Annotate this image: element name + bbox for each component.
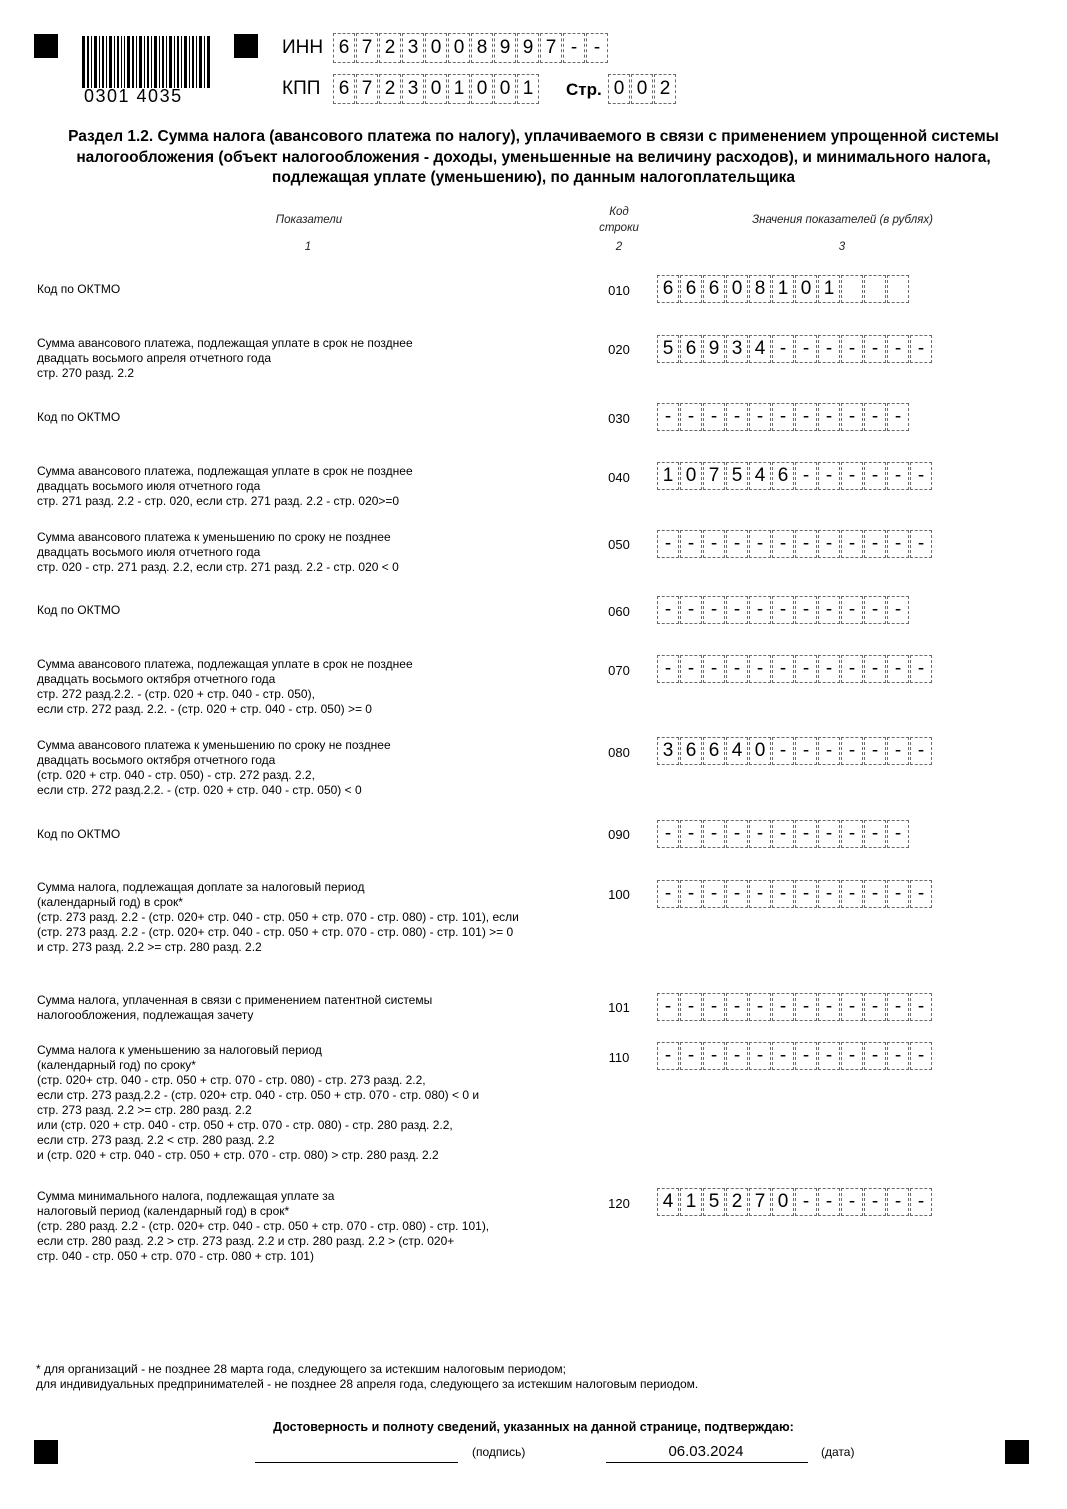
- value-digit-cell: -: [887, 880, 909, 908]
- value-digit-cell: -: [772, 820, 794, 848]
- corner-marker-top-left: [34, 34, 58, 58]
- row-040-value: [657, 462, 933, 490]
- date-caption: (дата): [821, 1445, 855, 1459]
- value-digit-cell: 0: [680, 462, 702, 490]
- value-digit-cell: -: [864, 1188, 886, 1216]
- row-050-code: 050: [608, 537, 630, 552]
- value-digit-cell: -: [749, 880, 771, 908]
- value-digit-cell: -: [772, 335, 794, 363]
- row-110-code: 110: [608, 1050, 630, 1065]
- inn-digit-cell: 0: [448, 33, 470, 63]
- kpp-digit-cell: 2: [379, 74, 401, 104]
- value-digit-cell: -: [680, 596, 702, 624]
- value-digit-cell: -: [657, 993, 679, 1021]
- barcode-number: 0301 4035: [84, 86, 183, 106]
- row-110-value: [657, 1042, 933, 1070]
- row-090-value: [657, 820, 910, 848]
- value-digit-cell: -: [726, 820, 748, 848]
- value-digit-cell: -: [726, 403, 748, 431]
- kpp-digit-cell: 0: [425, 74, 447, 104]
- inn-digit-cell: 0: [425, 33, 447, 63]
- value-digit-cell: 6: [680, 335, 702, 363]
- row-020-label: Сумма авансового платежа, подлежащая уплате в срок не позднее двадцать восьмого апреля отчетного года стр. 270 разд. 2.2: [37, 336, 413, 380]
- row-100-code: 100: [608, 887, 630, 902]
- value-digit-cell: -: [703, 1042, 725, 1070]
- value-digit-cell: -: [772, 530, 794, 558]
- row-070-code: 070: [608, 663, 630, 678]
- value-digit-cell: -: [841, 530, 863, 558]
- value-digit-cell: -: [703, 530, 725, 558]
- value-digit-cell: -: [864, 820, 886, 848]
- value-digit-cell: -: [726, 1042, 748, 1070]
- corner-marker-top-right: [234, 34, 258, 58]
- value-digit-cell: -: [657, 530, 679, 558]
- value-digit-cell: -: [772, 403, 794, 431]
- value-digit-cell: -: [841, 462, 863, 490]
- row-101-value: [657, 993, 933, 1021]
- value-digit-cell: -: [795, 403, 817, 431]
- row-040-code: 040: [608, 470, 630, 485]
- value-digit-cell: -: [680, 993, 702, 1021]
- value-digit-cell: -: [772, 1042, 794, 1070]
- value-digit-cell: -: [795, 462, 817, 490]
- value-digit-cell: -: [657, 820, 679, 848]
- value-digit-cell: -: [887, 737, 909, 765]
- value-digit-cell: -: [726, 655, 748, 683]
- value-digit-cell: 5: [726, 462, 748, 490]
- value-digit-cell: -: [864, 880, 886, 908]
- kpp-field: [333, 74, 540, 104]
- value-digit-cell: -: [680, 1042, 702, 1070]
- signature-line[interactable]: [255, 1462, 458, 1463]
- value-digit-cell: -: [749, 530, 771, 558]
- value-digit-cell: -: [841, 1042, 863, 1070]
- column-2-title-line2: строки: [599, 222, 639, 234]
- value-digit-cell: -: [841, 880, 863, 908]
- value-digit-cell: -: [749, 993, 771, 1021]
- value-digit-cell: -: [703, 596, 725, 624]
- row-120-code: 120: [608, 1196, 630, 1211]
- value-digit-cell: -: [680, 403, 702, 431]
- value-digit-cell: -: [657, 880, 679, 908]
- value-digit-cell: -: [657, 1042, 679, 1070]
- value-digit-cell: -: [887, 335, 909, 363]
- value-digit-cell: -: [726, 880, 748, 908]
- column-1-title: Показатели: [275, 214, 343, 226]
- value-digit-cell: -: [795, 737, 817, 765]
- value-digit-cell: -: [887, 530, 909, 558]
- inn-field: [333, 33, 609, 63]
- value-digit-cell: -: [772, 993, 794, 1021]
- value-digit-cell: -: [864, 530, 886, 558]
- value-digit-cell: -: [818, 462, 840, 490]
- value-digit-cell: 6: [703, 275, 725, 303]
- value-digit-cell: -: [795, 820, 817, 848]
- row-050-value: [657, 530, 933, 558]
- row-020-value: [657, 335, 933, 363]
- row-080-label: Сумма авансового платежа к уменьшению по сроку не позднее двадцать восьмого октября отчетного года (стр. 020 + стр. 040 - стр. 050) - стр. 272 разд. 2.2, если стр. 272 разд.2.2. - (стр. 020 + стр. 040 - стр. 050) < 0: [37, 738, 391, 797]
- value-digit-cell: -: [680, 880, 702, 908]
- page-label: Стр.: [566, 80, 602, 99]
- value-digit-cell: -: [841, 335, 863, 363]
- kpp-digit-cell: 7: [356, 74, 378, 104]
- row-110-label: Сумма налога к уменьшению за налоговый период (календарный год) по сроку* (стр. 020+ стр. 040 - стр. 050 + стр. 070 - стр. 080) - стр. 273 разд. 2.2, если стр. 273 разд.2.2 - (стр. 020+ стр. 040 - стр. 050 + стр. 070 - стр. 080) < 0 и стр. 273 разд. 2.2 >= стр. 280 разд. 2.2 или (стр. 020 + стр. 040 - стр. 050 + стр. 070 - стр. 080) - стр. 280 разд. 2.2, если стр. 273 разд. 2.2 < стр. 280 разд. 2.2 и (стр. 020 + стр. 040 - стр. 050 + стр. 070 - стр. 080) > стр. 280 разд. 2.2: [37, 1043, 480, 1162]
- column-1-number: 1: [304, 241, 312, 253]
- kpp-digit-cell: 1: [448, 74, 470, 104]
- value-digit-cell: -: [818, 820, 840, 848]
- row-070-value: [657, 655, 933, 683]
- kpp-digit-cell: 6: [333, 74, 355, 104]
- value-digit-cell: -: [749, 403, 771, 431]
- value-digit-cell: -: [887, 462, 909, 490]
- corner-marker-bottom-left: [34, 1440, 58, 1464]
- value-digit-cell: -: [795, 1188, 817, 1216]
- value-digit-cell: 4: [749, 335, 771, 363]
- value-digit-cell: 6: [657, 275, 679, 303]
- row-030-value: [657, 403, 910, 431]
- value-digit-cell: 6: [772, 462, 794, 490]
- value-digit-cell: 6: [703, 737, 725, 765]
- row-100-value: [657, 880, 933, 908]
- row-080-value: [657, 737, 933, 765]
- value-digit-cell: 0: [749, 737, 771, 765]
- row-030-code: 030: [608, 411, 630, 426]
- value-digit-cell: 5: [703, 1188, 725, 1216]
- value-digit-cell: -: [887, 1188, 909, 1216]
- signature-caption: (подпись): [472, 1445, 526, 1459]
- inn-digit-cell: 7: [540, 33, 562, 63]
- value-digit-cell: -: [887, 820, 909, 848]
- value-digit-cell: 9: [703, 335, 725, 363]
- value-digit-cell: -: [657, 596, 679, 624]
- value-digit-cell: 1: [818, 275, 840, 303]
- page-digit-cell: 0: [608, 74, 630, 104]
- value-digit-cell: 1: [657, 462, 679, 490]
- value-digit-cell: -: [726, 530, 748, 558]
- footnote: * для организаций - не позднее 28 марта года, следующего за истекшим налоговым периодом; для индивидуальных предпринимателей - не позднее 28 апреля года, следующего за истекшим налоговым периодом.: [36, 1362, 699, 1391]
- value-digit-cell: -: [910, 530, 932, 558]
- value-digit-cell: -: [887, 403, 909, 431]
- value-digit-cell: -: [818, 403, 840, 431]
- confirmation-text: Достоверность и полноту сведений, указанных на данной странице, подтверждаю:: [273, 1420, 794, 1434]
- page-number-field: [608, 74, 677, 104]
- value-digit-cell: -: [818, 1042, 840, 1070]
- row-070-label: Сумма авансового платежа, подлежащая уплате в срок не позднее двадцать восьмого октября отчетного года стр. 272 разд.2.2. - (стр. 020 + стр. 040 - стр. 050), если стр. 272 разд. 2.2. - (стр. 020 + стр. 040 - стр. 050) >= 0: [37, 657, 413, 716]
- row-030-label: Код по ОКТМО: [37, 410, 121, 424]
- row-060-label: Код по ОКТМО: [37, 603, 121, 617]
- page-digit-cell: 2: [654, 74, 676, 104]
- row-101-label: Сумма налога, уплаченная в связи с применением патентной системы налогообложения, подлежащая зачету: [37, 993, 433, 1022]
- value-digit-cell: -: [818, 596, 840, 624]
- value-digit-cell: [887, 275, 909, 303]
- value-digit-cell: -: [864, 335, 886, 363]
- row-101-code: 101: [608, 1000, 630, 1015]
- value-digit-cell: 0: [795, 275, 817, 303]
- value-digit-cell: -: [864, 993, 886, 1021]
- value-digit-cell: -: [910, 1042, 932, 1070]
- value-digit-cell: -: [680, 655, 702, 683]
- row-020-code: 020: [608, 342, 630, 357]
- value-digit-cell: -: [841, 655, 863, 683]
- value-digit-cell: -: [910, 993, 932, 1021]
- value-digit-cell: -: [657, 655, 679, 683]
- value-digit-cell: 4: [749, 462, 771, 490]
- value-digit-cell: 4: [726, 737, 748, 765]
- value-digit-cell: -: [887, 993, 909, 1021]
- row-050-label: Сумма авансового платежа к уменьшению по сроку не позднее двадцать восьмого июля отчетного года стр. 020 - стр. 271 разд. 2.2, если стр. 271 разд. 2.2 - стр. 020 < 0: [37, 530, 399, 574]
- row-060-code: 060: [608, 604, 630, 619]
- value-digit-cell: 1: [680, 1188, 702, 1216]
- value-digit-cell: [864, 275, 886, 303]
- value-digit-cell: -: [772, 737, 794, 765]
- value-digit-cell: 6: [680, 275, 702, 303]
- value-digit-cell: 1: [772, 275, 794, 303]
- inn-digit-cell: 8: [471, 33, 493, 63]
- value-digit-cell: -: [680, 820, 702, 848]
- value-digit-cell: -: [772, 880, 794, 908]
- value-digit-cell: -: [795, 655, 817, 683]
- value-digit-cell: -: [841, 737, 863, 765]
- value-digit-cell: 3: [657, 737, 679, 765]
- section-title: Раздел 1.2. Сумма налога (авансового платежа по налогу), уплачиваемого в связи с применением упрощенной системы налогообложения (объект налогообложения - доходы, уменьшенные на величину расходов), и минимального налога, подлежащая уплате (уменьшению), по данным налогоплательщика: [68, 128, 999, 186]
- value-digit-cell: -: [841, 993, 863, 1021]
- inn-digit-cell: 2: [379, 33, 401, 63]
- value-digit-cell: -: [864, 596, 886, 624]
- value-digit-cell: -: [749, 1042, 771, 1070]
- inn-digit-cell: 9: [517, 33, 539, 63]
- inn-digit-cell: 9: [494, 33, 516, 63]
- value-digit-cell: -: [841, 596, 863, 624]
- value-digit-cell: -: [887, 655, 909, 683]
- row-010-label: Код по ОКТМО: [37, 282, 121, 296]
- value-digit-cell: -: [657, 403, 679, 431]
- kpp-digit-cell: 1: [517, 74, 539, 104]
- value-digit-cell: -: [887, 596, 909, 624]
- value-digit-cell: -: [772, 596, 794, 624]
- column-3-number: 3: [838, 241, 846, 253]
- value-digit-cell: -: [726, 993, 748, 1021]
- value-digit-cell: -: [818, 993, 840, 1021]
- value-digit-cell: 4: [657, 1188, 679, 1216]
- row-090-label: Код по ОКТМО: [37, 827, 121, 841]
- value-digit-cell: -: [910, 462, 932, 490]
- value-digit-cell: -: [910, 335, 932, 363]
- row-060-value: [657, 596, 910, 624]
- row-120-label: Сумма минимального налога, подлежащая уплате за налоговый период (календарный год) в срок* (стр. 280 разд. 2.2 - (стр. 020+ стр. 040 - стр. 050 + стр. 070 - стр. 080) - стр. 101), если стр. 280 разд. 2.2 > стр. 273 разд. 2.2 и стр. 280 разд. 2.2 > (стр. 020+ стр. 040 - стр. 050 + стр. 070 - стр. 080 + стр. 101): [37, 1189, 490, 1263]
- value-digit-cell: -: [680, 530, 702, 558]
- value-digit-cell: -: [795, 596, 817, 624]
- inn-digit-cell: -: [586, 33, 608, 63]
- value-digit-cell: 2: [726, 1188, 748, 1216]
- barcode: [82, 36, 212, 88]
- column-2-number: 2: [615, 241, 623, 253]
- column-3-title: Значения показателей (в рублях): [752, 214, 933, 226]
- value-digit-cell: -: [818, 335, 840, 363]
- value-digit-cell: -: [818, 880, 840, 908]
- value-digit-cell: 7: [749, 1188, 771, 1216]
- row-090-code: 090: [608, 827, 630, 842]
- kpp-digit-cell: 0: [494, 74, 516, 104]
- value-digit-cell: -: [749, 820, 771, 848]
- kpp-digit-cell: 0: [471, 74, 493, 104]
- kpp-digit-cell: 3: [402, 74, 424, 104]
- value-digit-cell: -: [703, 403, 725, 431]
- value-digit-cell: -: [841, 403, 863, 431]
- value-digit-cell: -: [910, 655, 932, 683]
- value-digit-cell: -: [910, 880, 932, 908]
- inn-digit-cell: 3: [402, 33, 424, 63]
- value-digit-cell: -: [818, 655, 840, 683]
- row-010-value: [657, 275, 910, 303]
- row-120-value: [657, 1188, 933, 1216]
- value-digit-cell: -: [703, 993, 725, 1021]
- inn-digit-cell: 6: [333, 33, 355, 63]
- value-digit-cell: -: [795, 880, 817, 908]
- value-digit-cell: -: [703, 880, 725, 908]
- value-digit-cell: -: [749, 596, 771, 624]
- column-2-title-line1: Код: [609, 206, 629, 218]
- value-digit-cell: -: [841, 1188, 863, 1216]
- value-digit-cell: 8: [749, 275, 771, 303]
- kpp-label: КПП: [282, 78, 321, 99]
- row-040-label: Сумма авансового платежа, подлежащая уплате в срок не позднее двадцать восьмого июля отчетного года стр. 271 разд. 2.2 - стр. 020, если стр. 271 разд. 2.2 - стр. 020>=0: [37, 464, 413, 508]
- value-digit-cell: -: [818, 737, 840, 765]
- corner-marker-bottom-right: [1005, 1440, 1029, 1464]
- value-digit-cell: -: [795, 1042, 817, 1070]
- value-digit-cell: 5: [657, 335, 679, 363]
- value-digit-cell: [841, 275, 863, 303]
- value-digit-cell: -: [818, 1188, 840, 1216]
- inn-label: ИНН: [282, 37, 324, 58]
- value-digit-cell: 0: [772, 1188, 794, 1216]
- value-digit-cell: -: [795, 993, 817, 1021]
- value-digit-cell: -: [864, 403, 886, 431]
- date-line: [606, 1462, 808, 1463]
- value-digit-cell: -: [703, 655, 725, 683]
- row-010-code: 010: [608, 283, 630, 298]
- row-080-code: 080: [608, 745, 630, 760]
- inn-digit-cell: 7: [356, 33, 378, 63]
- row-100-label: Сумма налога, подлежащая доплате за налоговый период (календарный год) в срок* (стр. 273 разд. 2.2 - (стр. 020+ стр. 040 - стр. 050 + стр. 070 - стр. 080) - стр. 101), если (стр. 273 разд. 2.2 - (стр. 020+ стр. 040 - стр. 050 + стр. 070 - стр. 080) - стр. 101) >= 0 и стр. 273 разд. 2.2 >= стр. 280 разд. 2.2: [37, 880, 519, 954]
- page-digit-cell: 0: [631, 74, 653, 104]
- value-digit-cell: -: [910, 1188, 932, 1216]
- date-value[interactable]: 06.03.2024: [668, 1443, 744, 1460]
- value-digit-cell: 7: [703, 462, 725, 490]
- value-digit-cell: -: [818, 530, 840, 558]
- value-digit-cell: -: [887, 1042, 909, 1070]
- value-digit-cell: -: [703, 820, 725, 848]
- value-digit-cell: -: [772, 655, 794, 683]
- value-digit-cell: -: [864, 462, 886, 490]
- value-digit-cell: -: [726, 596, 748, 624]
- value-digit-cell: 3: [726, 335, 748, 363]
- value-digit-cell: -: [841, 820, 863, 848]
- value-digit-cell: 0: [726, 275, 748, 303]
- value-digit-cell: -: [795, 335, 817, 363]
- value-digit-cell: -: [910, 737, 932, 765]
- value-digit-cell: 6: [680, 737, 702, 765]
- value-digit-cell: -: [795, 530, 817, 558]
- value-digit-cell: -: [864, 655, 886, 683]
- value-digit-cell: -: [749, 655, 771, 683]
- value-digit-cell: -: [864, 737, 886, 765]
- value-digit-cell: -: [864, 1042, 886, 1070]
- inn-digit-cell: -: [563, 33, 585, 63]
